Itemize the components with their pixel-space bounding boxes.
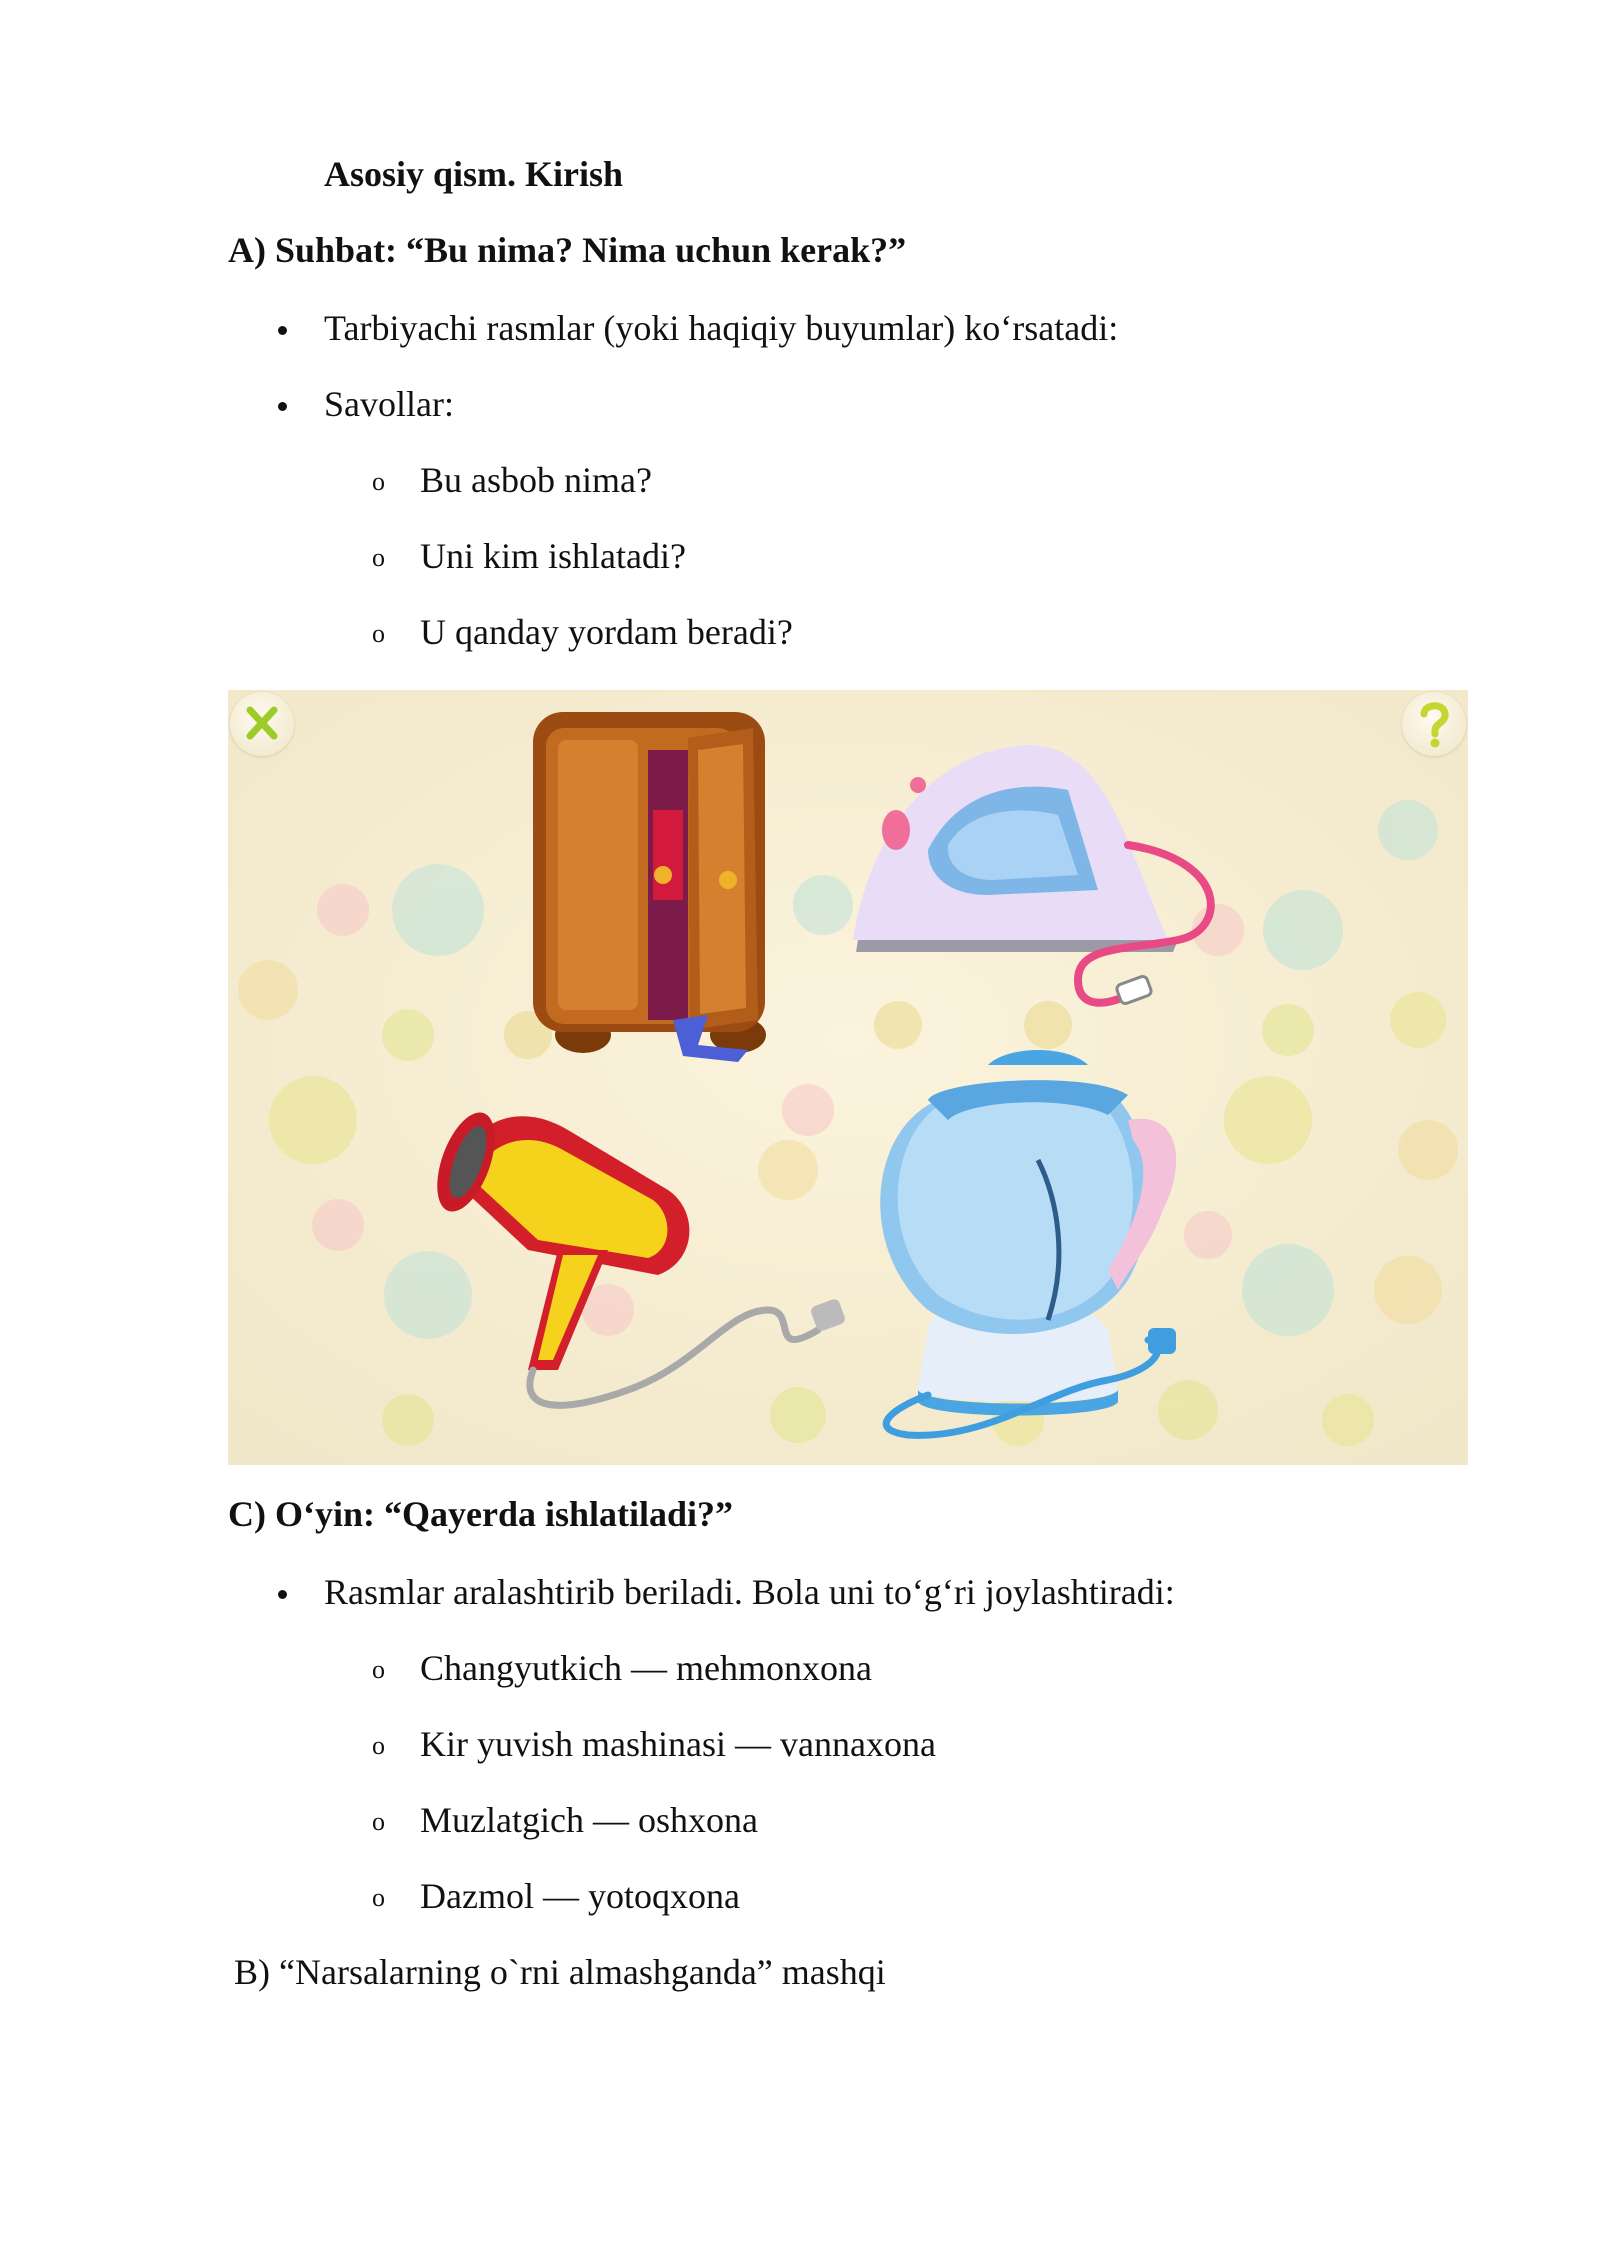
close-icon [230, 692, 294, 756]
sub-bullet-icon: o [372, 1883, 385, 1912]
bullet-icon [278, 1590, 287, 1599]
sub-bullet-icon: o [372, 467, 385, 496]
kettle-icon [228, 690, 1468, 1465]
question-3: U qanday yordam beradi? [420, 612, 793, 652]
help-button[interactable] [1402, 692, 1466, 756]
sub-bullet-icon: o [372, 1655, 385, 1684]
sub-bullet-icon: o [372, 543, 385, 572]
sub-bullet-icon: o [372, 1807, 385, 1836]
part-c-heading: C) O‘yin: “Qayerda ishlatiladi?” [228, 1494, 734, 1534]
pair-3: Muzlatgich — oshxona [420, 1800, 758, 1840]
sub-bullet-icon: o [372, 1731, 385, 1760]
sub-bullet-icon: o [372, 619, 385, 648]
pair-2: Kir yuvish mashinasi — vannaxona [420, 1724, 936, 1764]
section-title: Asosiy qism. Kirish [324, 154, 624, 194]
pair-1: Changyutkich — mehmonxona [420, 1648, 872, 1688]
bullet-icon [278, 326, 287, 335]
part-a-heading: A) Suhbat: “Bu nima? Nima uchun kerak?” [228, 230, 907, 270]
close-button[interactable] [230, 692, 294, 756]
part-c-bullet: Rasmlar aralashtirib beriladi. Bola uni to‘g‘ri joylashtiradi: [324, 1572, 1175, 1612]
bullet-icon [278, 402, 287, 411]
pair-4: Dazmol — yotoqxona [420, 1876, 740, 1916]
appliances-illustration [228, 690, 1468, 1465]
part-a-bullet-1: Tarbiyachi rasmlar (yoki haqiqiy buyumlar) ko‘rsatadi: [324, 308, 1119, 348]
part-a-bullet-2: Savollar: [324, 384, 454, 424]
part-b-heading: B) “Narsalarning o`rni almashganda” mashqi [234, 1952, 886, 1992]
help-icon [1402, 692, 1466, 756]
question-2: Uni kim ishlatadi? [420, 536, 686, 576]
question-1: Bu asbob nima? [420, 460, 652, 500]
